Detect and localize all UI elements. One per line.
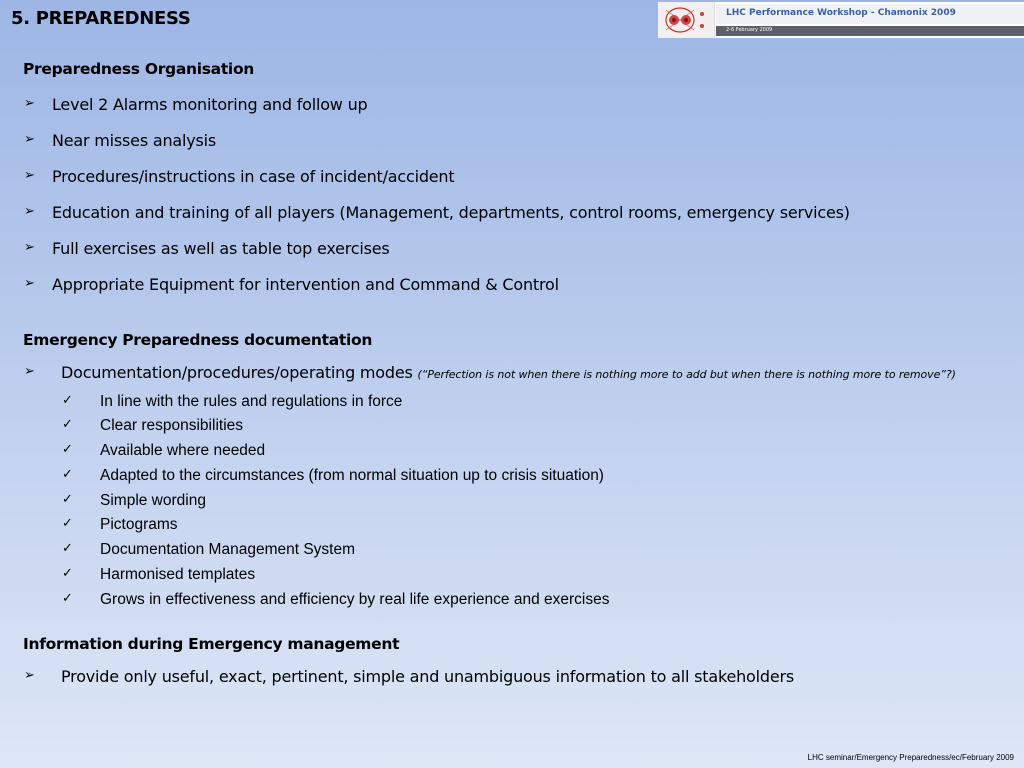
arrow-bullet-icon: ➢ [24, 668, 35, 683]
slide-title: 5. PREPAREDNESS [11, 8, 191, 29]
arrow-bullet-icon: ➢ [24, 132, 35, 147]
arrow-bullet-icon: ➢ [24, 240, 35, 255]
perfection-quote: (“Perfection is not when there is nothing more to add but when there is nothing more to remove”?) [417, 368, 956, 381]
section-heading-information: Information during Emergency management [23, 635, 400, 653]
checkmark-icon: ✓ [62, 442, 73, 457]
arrow-bullet-icon: ➢ [24, 364, 35, 379]
checkmark-icon: ✓ [62, 566, 73, 581]
arrow-bullet-icon: ➢ [24, 168, 35, 183]
checkmark-icon: ✓ [62, 417, 73, 432]
checkmark-icon: ✓ [62, 467, 73, 482]
arrow-bullet-icon: ➢ [24, 276, 35, 291]
checkmark-icon: ✓ [62, 516, 73, 531]
checkmark-icon: ✓ [62, 591, 73, 606]
banner-date: 2-6 February 2009 [726, 27, 773, 33]
checkmark-icon: ✓ [62, 541, 73, 556]
slide-content: Preparedness Organisation ➢ Level 2 Alarms monitoring and follow up ➢ Near misses analysis ➢ Procedures/instructions in case of incident/accident ➢ Education and training of all players (Management, departments, control rooms, emergency services) ➢ Full exercises as well as table top exercises ➢ Appropriate Equipment for intervention and Command & Control Emergency Preparedness documentation ➢ Documentation/procedures/operating modes (“Perfection is not when there is nothing more to add but when there is nothing more to remove”?) ✓ In line with the rules and regulations in force ✓ Clear responsibilities ✓ Available where needed ✓ Adapted to the circumstances (from normal situation up to crisis situation) ✓ Simple wording ✓ Pictograms ✓ Documentation Management System ✓ Harmonised templates ✓ Grows in effectiveness and efficiency by real life experience and exercises Information during Emergency management ➢ Provide only useful, exact, pertinent, simple and unambiguous information to all stakeholders [23, 60, 956, 686]
banner-title: LHC Performance Workshop - Chamonix 2009 [726, 8, 956, 18]
section-heading-documentation: Emergency Preparedness documentation [23, 331, 373, 349]
section-heading-organisation: Preparedness Organisation [23, 60, 255, 78]
slide-footer: LHC seminar/Emergency Preparedness/ec/February 2009 [807, 753, 1014, 762]
arrow-bullet-icon: ➢ [24, 96, 35, 111]
arrow-bullet-icon: ➢ [24, 204, 35, 219]
checkmark-icon: ✓ [62, 492, 73, 507]
checkmark-icon: ✓ [62, 393, 73, 408]
documentation-bullet-text: Documentation/procedures/operating modes [61, 363, 413, 382]
